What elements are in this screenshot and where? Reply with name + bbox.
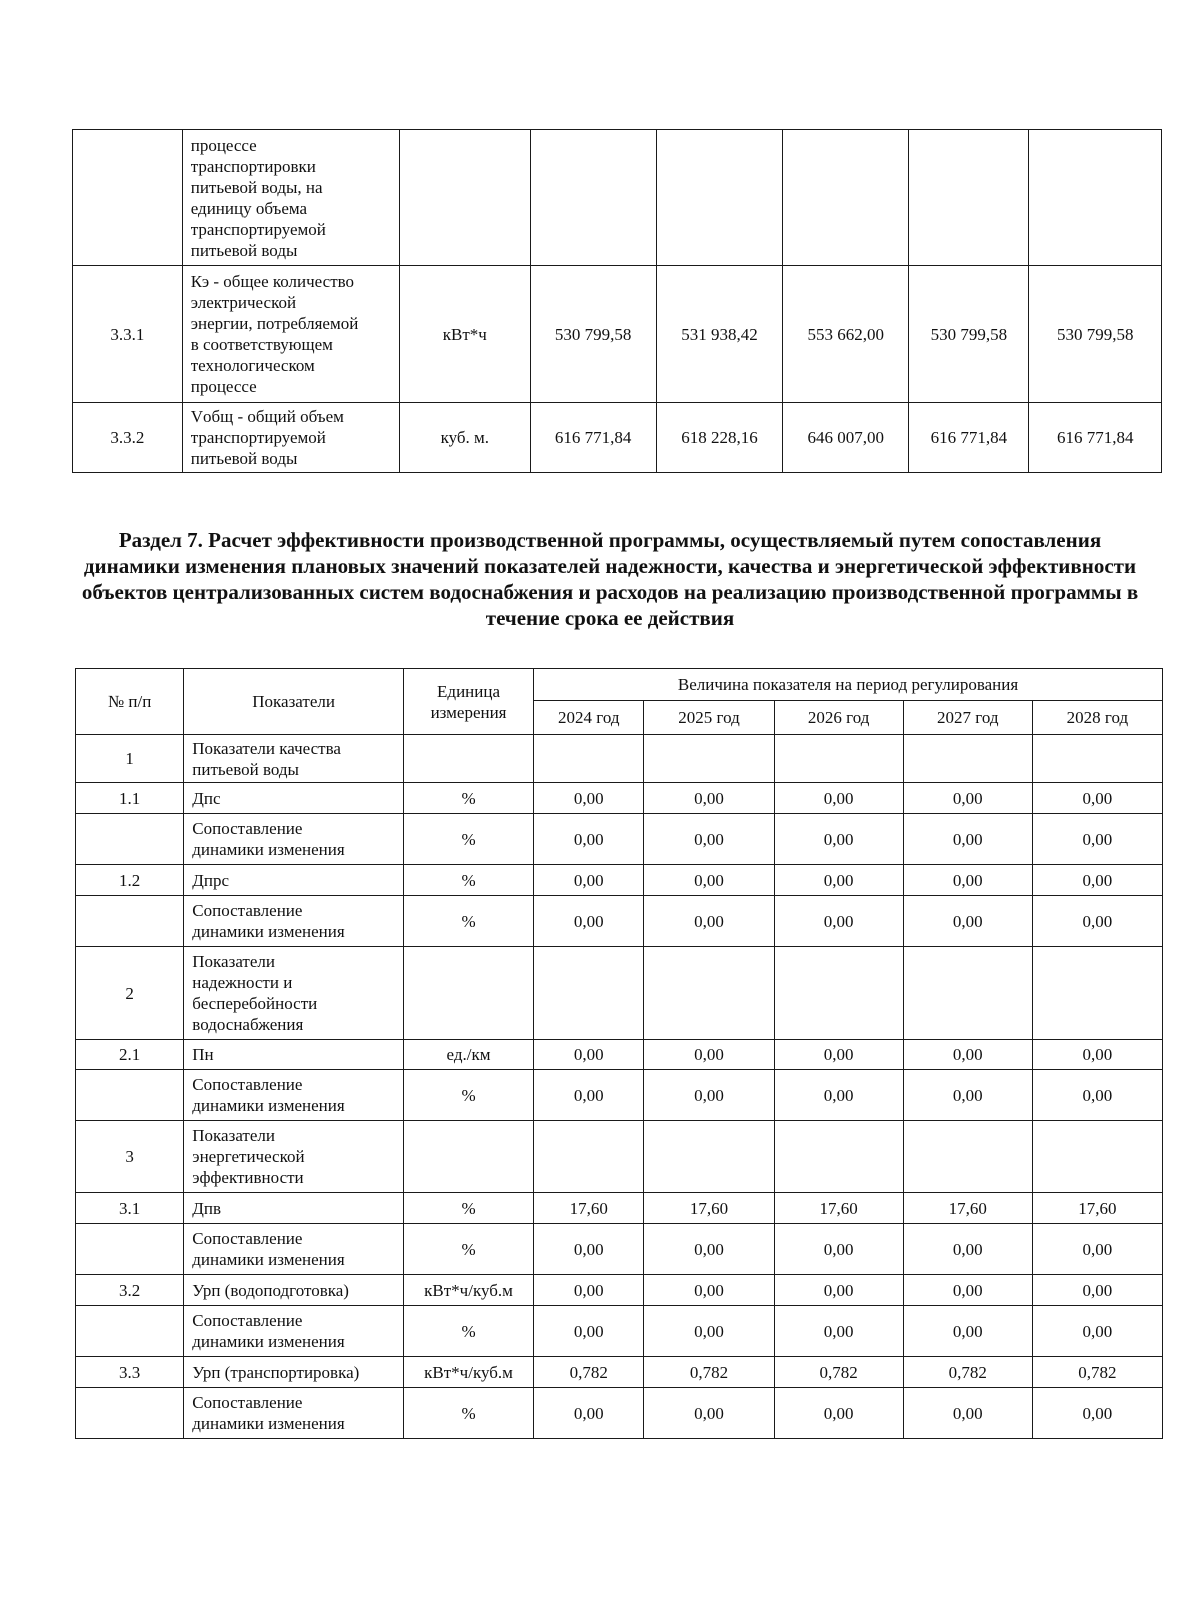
indicator-name: Урп (транспортировка) (184, 1357, 404, 1388)
table-row (76, 865, 1163, 896)
unit-cell: кВт*ч/куб.м (403, 1275, 533, 1306)
value-cell (903, 1121, 1032, 1193)
value-cell: 0,00 (644, 865, 774, 896)
unit-cell: % (403, 1070, 533, 1121)
value-cell: 0,782 (644, 1357, 774, 1388)
value-cell (530, 130, 656, 266)
value-cell: 0,00 (1032, 1306, 1162, 1357)
value-cell: 0,782 (774, 1357, 903, 1388)
indicator-name: Vобщ - общий объем транспортируемой питьевой воды (182, 403, 399, 473)
value-cell (909, 130, 1029, 266)
value-cell (644, 1121, 774, 1193)
row-number (76, 1224, 184, 1275)
value-cell: 0,00 (534, 1388, 644, 1439)
value-cell: 616 771,84 (909, 403, 1029, 473)
value-cell (644, 735, 774, 783)
value-cell (534, 1121, 644, 1193)
table-row (76, 735, 1163, 783)
value-cell: 616 771,84 (1029, 403, 1162, 473)
value-cell: 0,00 (774, 1224, 903, 1275)
value-cell (903, 947, 1032, 1040)
value-cell: 530 799,58 (909, 266, 1029, 403)
unit-cell: ед./км (403, 1040, 533, 1070)
value-cell: 0,00 (644, 1388, 774, 1439)
value-cell: 0,00 (903, 814, 1032, 865)
value-cell: 0,00 (644, 1070, 774, 1121)
efficiency-indicators-table (75, 668, 1163, 1439)
value-cell (1032, 1121, 1162, 1193)
value-cell: 0,00 (903, 1388, 1032, 1439)
table-row (76, 947, 1163, 1040)
row-number: 2 (76, 947, 184, 1040)
value-cell: 0,00 (534, 1275, 644, 1306)
value-cell (1029, 130, 1162, 266)
value-cell: 0,00 (774, 1388, 903, 1439)
value-cell: 0,00 (1032, 1388, 1162, 1439)
value-cell: 0,00 (534, 1306, 644, 1357)
row-number (76, 814, 184, 865)
table-row (76, 896, 1163, 947)
indicator-name: Показатели надежности и бесперебойности водоснабжения (184, 947, 404, 1040)
value-cell: 0,00 (774, 1070, 903, 1121)
indicator-name: Сопоставление динамики изменения (184, 896, 404, 947)
indicator-name: Дпс (184, 783, 404, 814)
value-cell: 0,00 (534, 1224, 644, 1275)
row-number (76, 1388, 184, 1439)
value-cell: 0,00 (774, 1040, 903, 1070)
value-cell (534, 735, 644, 783)
table-row (76, 783, 1163, 814)
table-row (76, 1121, 1163, 1193)
value-cell: 646 007,00 (783, 403, 909, 473)
value-cell: 0,00 (1032, 1070, 1162, 1121)
unit-cell: % (403, 1306, 533, 1357)
header-year: 2024 год (534, 701, 644, 735)
indicator-name: процессе транспортировки питьевой воды, на единицу объема транспортируемой питьевой воды (182, 130, 399, 266)
unit-cell: % (403, 1193, 533, 1224)
table-row (76, 1306, 1163, 1357)
unit-cell: % (403, 1224, 533, 1275)
unit-cell (403, 735, 533, 783)
value-cell: 0,00 (534, 783, 644, 814)
unit-cell: % (403, 896, 533, 947)
value-cell: 618 228,16 (656, 403, 782, 473)
value-cell: 0,00 (644, 1224, 774, 1275)
unit-cell: % (403, 783, 533, 814)
header-year: 2025 год (644, 701, 774, 735)
value-cell (1032, 735, 1162, 783)
value-cell: 0,00 (903, 1306, 1032, 1357)
indicator-name: Пн (184, 1040, 404, 1070)
row-number: 3 (76, 1121, 184, 1193)
value-cell (644, 947, 774, 1040)
header-unit: Единица измерения (403, 669, 533, 735)
value-cell: 17,60 (774, 1193, 903, 1224)
indicator-name: Дпрс (184, 865, 404, 896)
unit-cell: кВт*ч (400, 266, 530, 403)
header-num: № п/п (76, 669, 184, 735)
row-number: 3.2 (76, 1275, 184, 1306)
value-cell: 0,00 (774, 1306, 903, 1357)
unit-cell: кВт*ч/куб.м (403, 1357, 533, 1388)
value-cell: 0,782 (903, 1357, 1032, 1388)
value-cell: 17,60 (644, 1193, 774, 1224)
table-row (76, 814, 1163, 865)
unit-cell: куб. м. (400, 403, 530, 473)
row-number (73, 130, 183, 266)
value-cell (774, 1121, 903, 1193)
value-cell: 17,60 (534, 1193, 644, 1224)
value-cell: 0,00 (903, 896, 1032, 947)
value-cell (783, 130, 909, 266)
row-number: 1 (76, 735, 184, 783)
value-cell: 0,00 (1032, 1224, 1162, 1275)
row-number: 3.3 (76, 1357, 184, 1388)
value-cell: 530 799,58 (1029, 266, 1162, 403)
value-cell: 0,00 (1032, 814, 1162, 865)
unit-cell (403, 947, 533, 1040)
value-cell (774, 735, 903, 783)
value-cell: 0,00 (644, 1306, 774, 1357)
value-cell: 0,00 (534, 814, 644, 865)
value-cell: 0,00 (903, 1070, 1032, 1121)
table-row (76, 1388, 1163, 1439)
value-cell: 0,00 (644, 1040, 774, 1070)
value-cell: 17,60 (903, 1193, 1032, 1224)
indicator-name: Сопоставление динамики изменения (184, 1224, 404, 1275)
value-cell: 0,00 (1032, 783, 1162, 814)
table-row (76, 1275, 1163, 1306)
indicator-name: Сопоставление динамики изменения (184, 1070, 404, 1121)
value-cell: 0,00 (774, 814, 903, 865)
unit-cell (403, 1121, 533, 1193)
value-cell: 0,782 (534, 1357, 644, 1388)
section7-heading: Раздел 7. Расчет эффективности производственной программы, осуществляемый путем сопоставления динамики изменения плановых значений показателей надежности, качества и энергетической эффективности объектов централизованных систем водоснабжения и расходов на реализацию производственной программы в течение срока ее действия (81, 528, 1139, 630)
value-cell (774, 947, 903, 1040)
table-row (73, 130, 1162, 266)
row-number (76, 896, 184, 947)
table-row (73, 403, 1162, 473)
value-cell: 0,00 (774, 896, 903, 947)
value-cell: 0,00 (644, 783, 774, 814)
value-cell: 0,00 (903, 1040, 1032, 1070)
row-number: 1.1 (76, 783, 184, 814)
value-cell (534, 947, 644, 1040)
indicator-name: Сопоставление динамики изменения (184, 1306, 404, 1357)
header-indicators: Показатели (184, 669, 404, 735)
value-cell: 0,782 (1032, 1357, 1162, 1388)
value-cell: 553 662,00 (783, 266, 909, 403)
indicator-name: Показатели качества питьевой воды (184, 735, 404, 783)
table-row (76, 1193, 1163, 1224)
value-cell: 0,00 (534, 865, 644, 896)
header-year: 2028 год (1032, 701, 1162, 735)
value-cell: 0,00 (774, 865, 903, 896)
row-number: 3.1 (76, 1193, 184, 1224)
unit-cell: % (403, 814, 533, 865)
value-cell: 0,00 (903, 865, 1032, 896)
indicator-name: Дпв (184, 1193, 404, 1224)
value-cell: 0,00 (644, 1275, 774, 1306)
value-cell: 0,00 (774, 783, 903, 814)
row-number: 3.3.1 (73, 266, 183, 403)
value-cell: 17,60 (1032, 1193, 1162, 1224)
row-number: 3.3.2 (73, 403, 183, 473)
continued-energy-table (72, 129, 1162, 473)
value-cell: 0,00 (1032, 1275, 1162, 1306)
value-cell: 531 938,42 (656, 266, 782, 403)
value-cell (1032, 947, 1162, 1040)
value-cell: 0,00 (534, 1040, 644, 1070)
value-cell: 0,00 (534, 896, 644, 947)
value-cell: 0,00 (1032, 896, 1162, 947)
header-year: 2027 год (903, 701, 1032, 735)
value-cell: 0,00 (644, 896, 774, 947)
header-year: 2026 год (774, 701, 903, 735)
indicator-name: Сопоставление динамики изменения (184, 1388, 404, 1439)
value-cell (656, 130, 782, 266)
indicator-name: Кэ - общее количество электрической энергии, потребляемой в соответствующем технологическом процессе (182, 266, 399, 403)
table-row (76, 1224, 1163, 1275)
row-number (76, 1306, 184, 1357)
value-cell: 0,00 (534, 1070, 644, 1121)
value-cell (903, 735, 1032, 783)
row-number (76, 1070, 184, 1121)
unit-cell: % (403, 865, 533, 896)
indicator-name: Показатели энергетической эффективности (184, 1121, 404, 1193)
table-row (76, 1357, 1163, 1388)
value-cell: 0,00 (1032, 1040, 1162, 1070)
value-cell: 616 771,84 (530, 403, 656, 473)
value-cell: 0,00 (644, 814, 774, 865)
indicator-name: Урп (водоподготовка) (184, 1275, 404, 1306)
value-cell: 0,00 (903, 1275, 1032, 1306)
table-row (73, 266, 1162, 403)
unit-cell: % (403, 1388, 533, 1439)
value-cell: 530 799,58 (530, 266, 656, 403)
value-cell: 0,00 (1032, 865, 1162, 896)
header-period: Величина показателя на период регулирования (534, 669, 1163, 701)
table-row (76, 1070, 1163, 1121)
value-cell: 0,00 (774, 1275, 903, 1306)
table-row (76, 1040, 1163, 1070)
unit-cell (400, 130, 530, 266)
value-cell: 0,00 (903, 783, 1032, 814)
row-number: 2.1 (76, 1040, 184, 1070)
value-cell: 0,00 (903, 1224, 1032, 1275)
row-number: 1.2 (76, 865, 184, 896)
indicator-name: Сопоставление динамики изменения (184, 814, 404, 865)
